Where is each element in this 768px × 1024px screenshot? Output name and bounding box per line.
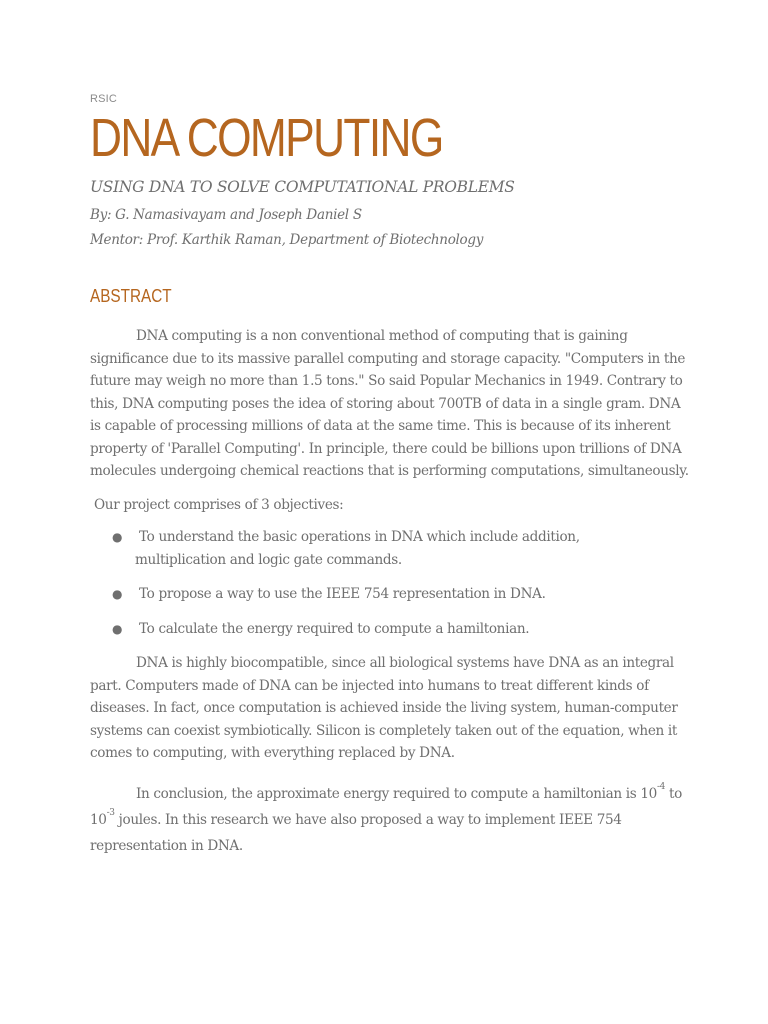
bullet-icon: ● bbox=[112, 530, 123, 544]
document-page bbox=[90, 92, 690, 859]
abstract-paragraph-1: DNA computing is a non conventional method of computing that is gaining significance due to its massive parallel computing and storage capacity. "Computers in the future may weigh no more than 1.5 tons." So said Popular Mechanics in 1949. Contrary to this, DNA computing poses the idea of storing about 700TB of data in a single gram. DNA is capable of processing millions of data at the same time. This is because of its inherent property of 'Parallel Computing'. In principle, there could be billions upon trillions of DNA molecules undergoing chemical reactions that is performing computations, simultaneously. bbox=[90, 328, 689, 479]
conclusion-text-1: In conclusion, the approximate energy required to compute a hamiltonian is 10 bbox=[136, 785, 657, 802]
objective-text: To understand the basic operations in DNA which include addition, multiplication and logic gate commands. bbox=[135, 529, 580, 568]
objective-text: To propose a way to use the IEEE 754 representation in DNA. bbox=[139, 586, 546, 602]
bullet-icon: ● bbox=[112, 587, 123, 601]
objectives-intro: Our project comprises of 3 objectives: bbox=[94, 496, 344, 513]
list-item bbox=[90, 583, 635, 606]
bullet-icon: ● bbox=[112, 621, 123, 636]
abstract-heading: ABSTRACT bbox=[90, 286, 172, 306]
conclusion-text-3: joules. In this research we have also proposed a way to implement IEEE 754 representation in DNA. bbox=[90, 811, 622, 854]
list-item bbox=[90, 618, 635, 641]
exponent-1: -4 bbox=[656, 781, 666, 792]
conclusion-paragraph bbox=[90, 781, 690, 859]
exponent-2: -3 bbox=[106, 807, 115, 818]
document-subtitle: USING DNA TO SOLVE COMPUTATIONAL PROBLEMS bbox=[90, 178, 515, 196]
abstract-paragraph-3: DNA is highly biocompatible, since all biological systems have DNA as an integral part. Computers made of DNA can be injected into humans to treat different kinds of diseases. In fact, once computation is achieved inside the living system, human-computer systems can coexist symbiotically. Silicon is completely taken out of the equation, when it comes to computing, with everything replaced by DNA. bbox=[90, 655, 678, 761]
document-title: DNA COMPUTING bbox=[90, 108, 443, 168]
mentor-line: Mentor: Prof. Karthik Raman, Department of Biotechnology bbox=[90, 232, 484, 248]
conclusion-text-2: to 10 bbox=[90, 785, 682, 828]
authors-byline: By: G. Namasivayam and Joseph Daniel S bbox=[90, 207, 362, 223]
objectives-list bbox=[90, 526, 690, 640]
organization-label: RSIC bbox=[90, 93, 118, 105]
objective-text: To calculate the energy required to compute a hamiltonian. bbox=[139, 620, 530, 637]
list-item bbox=[90, 526, 635, 571]
